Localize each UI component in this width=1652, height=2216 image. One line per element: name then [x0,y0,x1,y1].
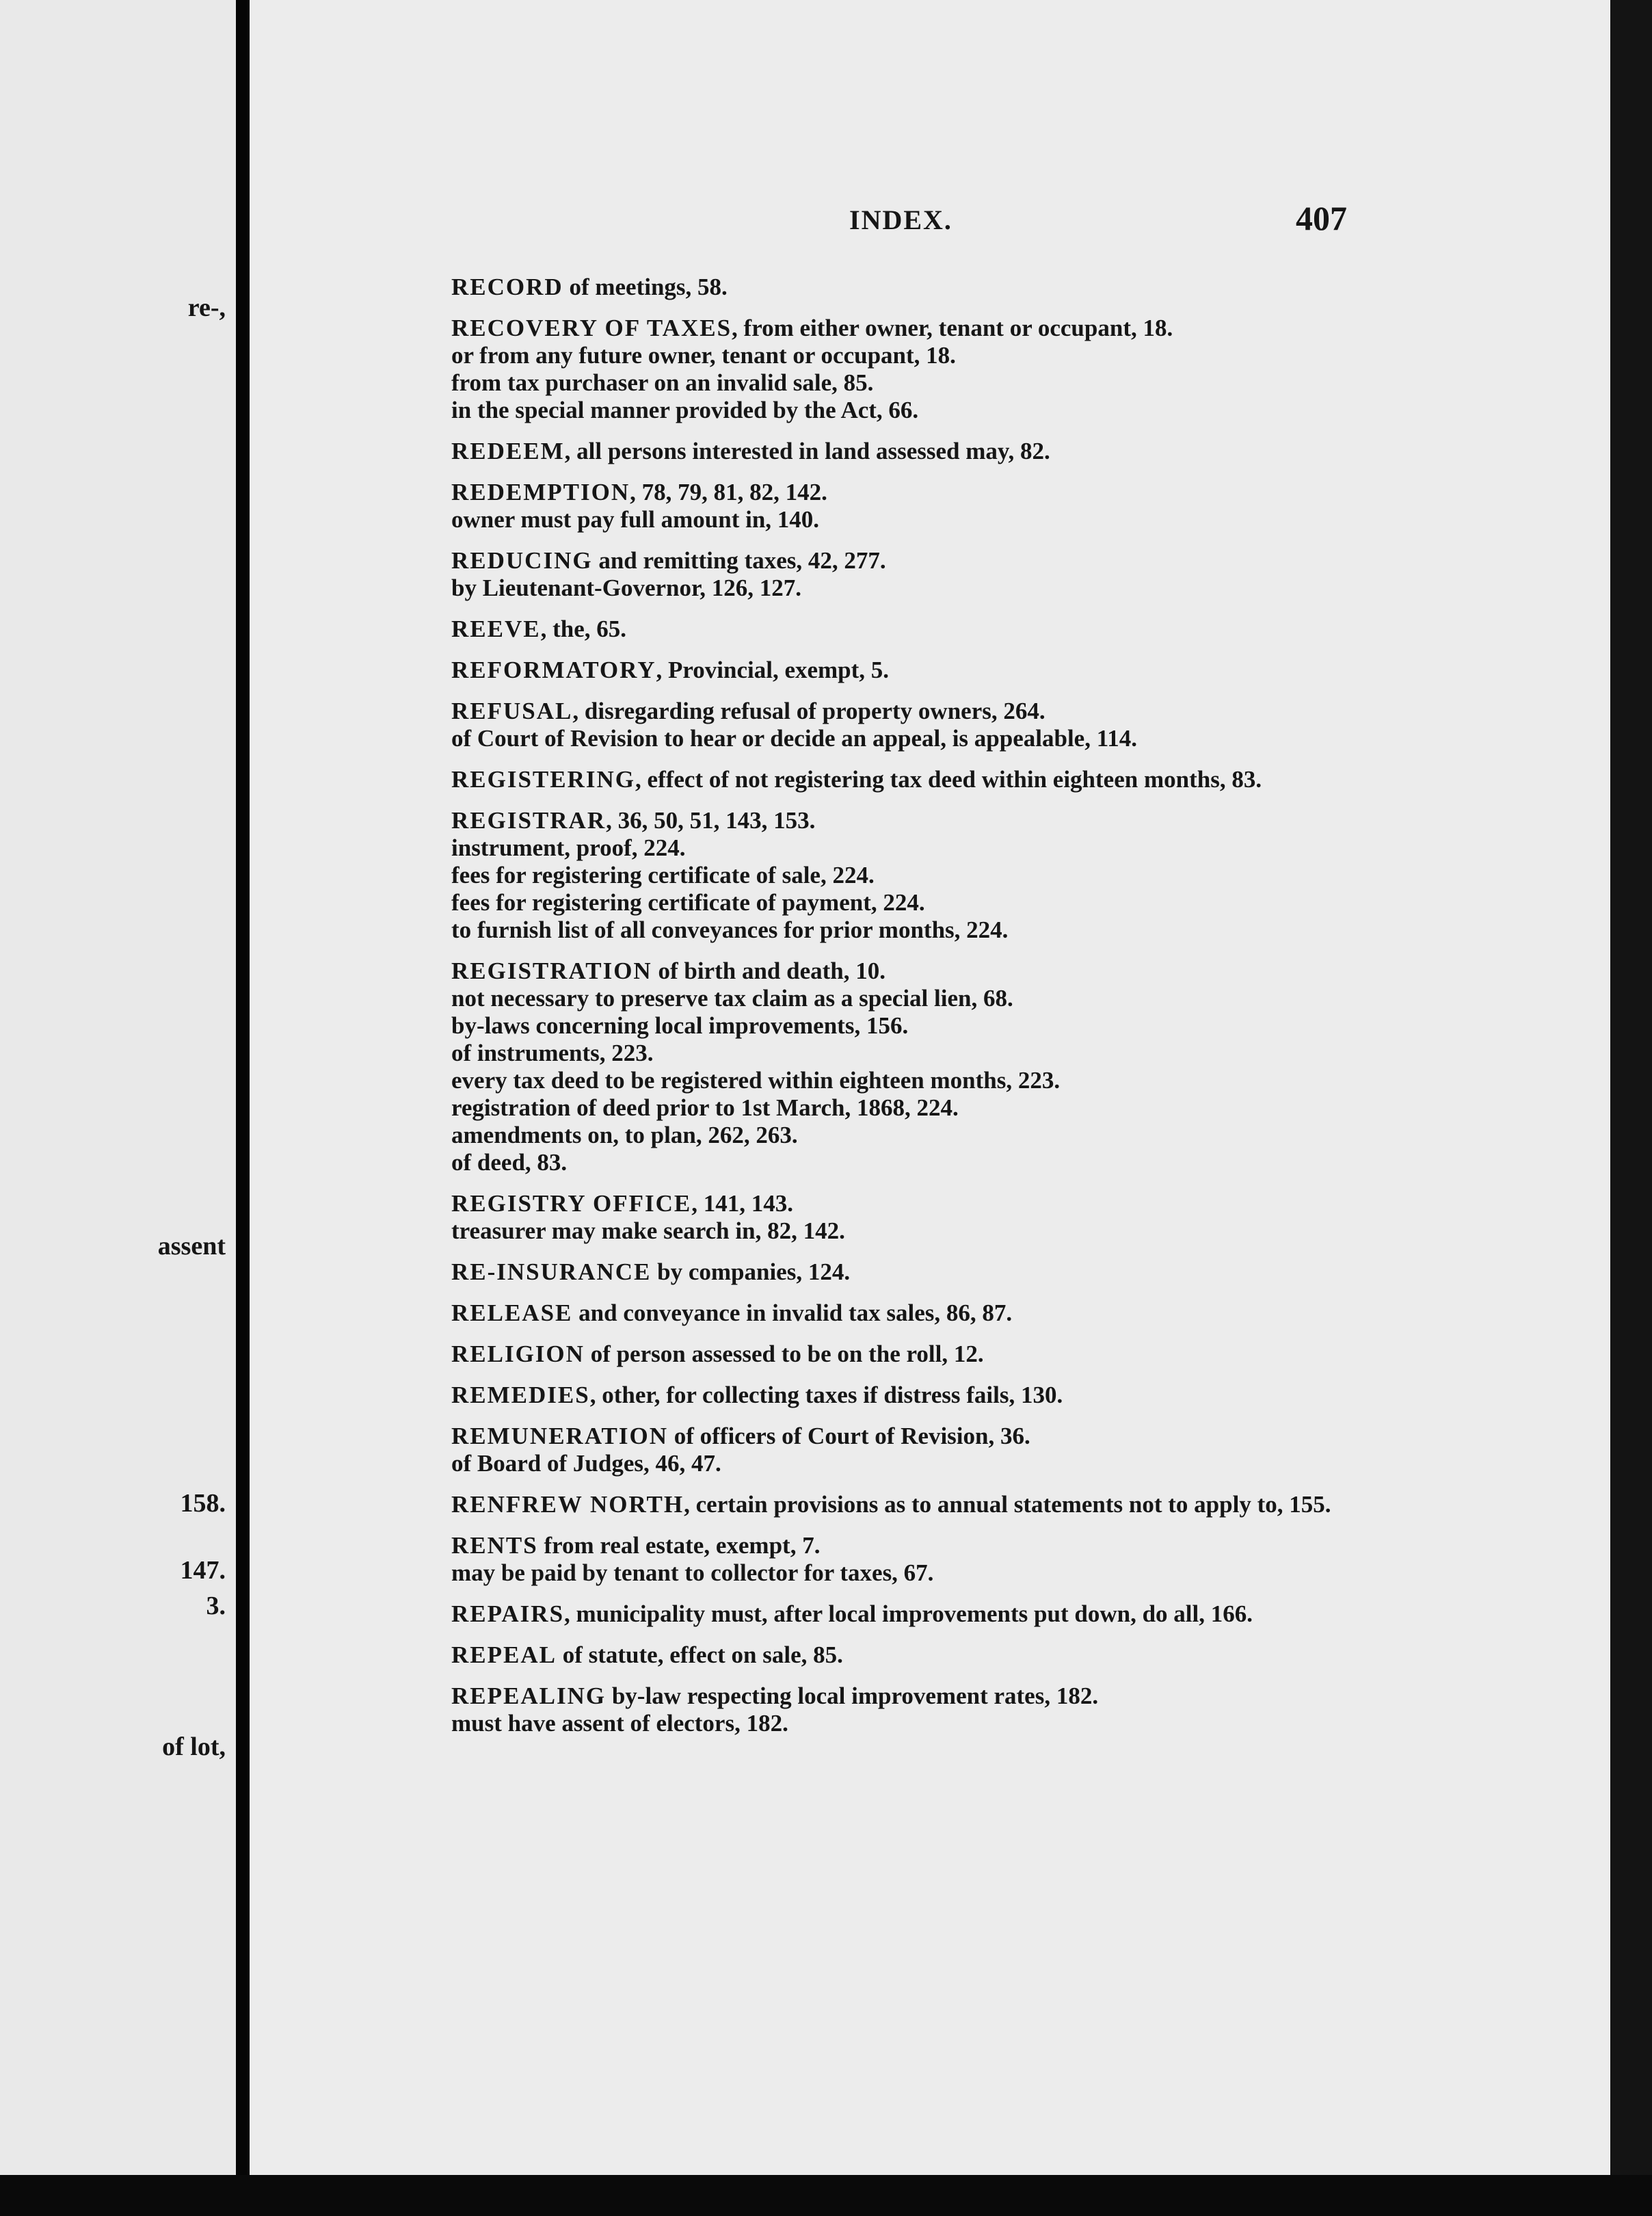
entry-subline: not necessary to preserve tax claim as a special lien, 68. [451,985,1013,1012]
entry-text: , 78, 79, 81, 82, 142. [630,479,827,505]
left-page [0,0,236,2175]
entry-text: and remitting taxes, 42, 277. [592,547,886,574]
entry-subline: may be paid by tenant to collector for taxes, 67. [451,1559,934,1586]
entry-text: by companies, 124. [651,1258,851,1285]
index-entry [451,1341,1354,1368]
entry-text: , disregarding refusal of property owners, 264. [572,698,1045,724]
entry-subline: of deed, 83. [451,1149,568,1176]
index-entry [451,807,1354,944]
entry-text: , certain provisions as to annual statements not to apply to, 155. [684,1491,1331,1518]
entry-heading: REMEDIES [451,1382,590,1408]
entry-text: , 141, 143. [691,1190,794,1217]
entry-subline: from tax purchaser on an invalid sale, 85. [451,369,874,396]
entry-heading: REDEMPTION [451,479,630,505]
index-entry [451,438,1354,465]
entry-text: , Provincial, exempt, 5. [656,657,890,683]
running-head: INDEX. [849,205,952,235]
entry-subline: every tax deed to be registered within eighteen months, 223. [451,1067,1061,1094]
entry-text: , municipality must, after local improvements put down, do all, 166. [564,1600,1253,1627]
entry-text: by-law respecting local improvement rates, 182. [606,1683,1099,1709]
index-entry [451,616,1354,643]
left-fragment: of lot, [162,1732,226,1761]
page-edge [1610,0,1652,2175]
entry-subline: or from any future owner, tenant or occupant, 18. [451,342,956,369]
book-gutter [236,0,250,2175]
entry-heading: REFORMATORY [451,657,656,683]
page-number: 407 [1296,199,1347,237]
entry-heading: REPEAL [451,1641,557,1668]
left-fragment: 3. [206,1592,226,1620]
index-entry [451,274,1354,301]
index-entry [451,698,1354,752]
index-entry [451,1641,1354,1669]
index-list [451,274,1354,1751]
index-entry [451,1300,1354,1327]
entry-subline: by Lieutenant-Governor, 126, 127. [451,575,802,601]
index-entry [451,479,1354,533]
entry-text: , all persons interested in land assessed may, 82. [564,438,1050,464]
entry-text: from real estate, exempt, 7. [537,1532,821,1559]
entry-subline: to furnish list of all conveyances for prior months, 224. [451,916,1009,943]
entry-text: of meetings, 58. [563,274,728,300]
entry-heading: REPEALING [451,1683,607,1709]
index-entry [451,1600,1354,1628]
entry-text: , the, 65. [540,616,626,642]
left-fragment: re‑, [187,293,226,322]
index-entry [451,657,1354,684]
entry-subline: by-laws concerning local improvements, 156. [451,1012,909,1039]
entry-heading: RELEASE [451,1300,573,1326]
entry-heading: REGISTERING [451,766,636,793]
entry-subline: fees for registering certificate of sale, 224. [451,862,875,888]
entry-heading: REDUCING [451,547,593,574]
entry-heading: RE-INSURANCE [451,1258,652,1285]
entry-heading: REFUSAL [451,698,573,724]
index-entry [451,958,1354,1176]
entry-text: of statute, effect on sale, 85. [556,1641,843,1668]
entry-heading: REGISTRY OFFICE [451,1190,692,1217]
entry-subline: fees for registering certificate of payment, 224. [451,889,925,916]
left-fragment: 147. [180,1556,226,1585]
index-entry [451,315,1354,424]
index-entry [451,1258,1354,1286]
entry-text: and conveyance in invalid tax sales, 86, 87. [572,1300,1013,1326]
entry-subline: in the special manner provided by the Act, 66. [451,397,919,423]
entry-subline: of instruments, 223. [451,1040,654,1066]
index-entry [451,1423,1354,1477]
entry-heading: REEVE [451,616,541,642]
entry-text: , effect of not registering tax deed within eighteen months, 83. [635,766,1262,793]
entry-subline: of Court of Revision to hear or decide an appeal, is appealable, 114. [451,725,1138,752]
entry-text: of officers of Court of Revision, 36. [667,1423,1030,1449]
entry-heading: REPAIRS [451,1600,565,1627]
entry-subline: registration of deed prior to 1st March, 1868, 224. [451,1094,959,1121]
scan-bottom-border [0,2175,1652,2216]
entry-text: of person assessed to be on the roll, 12. [584,1341,984,1367]
index-entry [451,1683,1354,1737]
left-fragment: assent [157,1232,226,1261]
index-entry [451,1532,1354,1587]
entry-text: , other, for collecting taxes if distress fails, 130. [589,1382,1063,1408]
entry-subline: owner must pay full amount in, 140. [451,506,820,533]
index-entry [451,1190,1354,1245]
entry-heading: RECOVERY OF TAXES [451,315,732,341]
index-entry [451,1382,1354,1409]
index-entry [451,547,1354,602]
entry-heading: REGISTRATION [451,958,652,984]
entry-heading: REDEEM [451,438,565,464]
entry-subline: must have assent of electors, 182. [451,1710,788,1737]
index-entry [451,766,1354,793]
entry-heading: RECORD [451,274,563,300]
entry-text: , 36, 50, 51, 143, 153. [606,807,816,834]
entry-text: , from either owner, tenant or occupant, 18. [732,315,1173,341]
entry-heading: REGISTRAR [451,807,607,834]
entry-heading: RENFREW NORTH [451,1491,684,1518]
left-fragment: 158. [180,1489,226,1518]
entry-heading: RELIGION [451,1341,585,1367]
entry-subline: amendments on, to plan, 262, 263. [451,1122,798,1148]
entry-subline: of Board of Judges, 46, 47. [451,1450,721,1477]
entry-heading: REMUNERATION [451,1423,668,1449]
entry-heading: RENTS [451,1532,538,1559]
entry-text: of birth and death, 10. [652,958,886,984]
index-entry [451,1491,1354,1518]
entry-subline: instrument, proof, 224. [451,834,686,861]
entry-subline: treasurer may make search in, 82, 142. [451,1217,845,1244]
